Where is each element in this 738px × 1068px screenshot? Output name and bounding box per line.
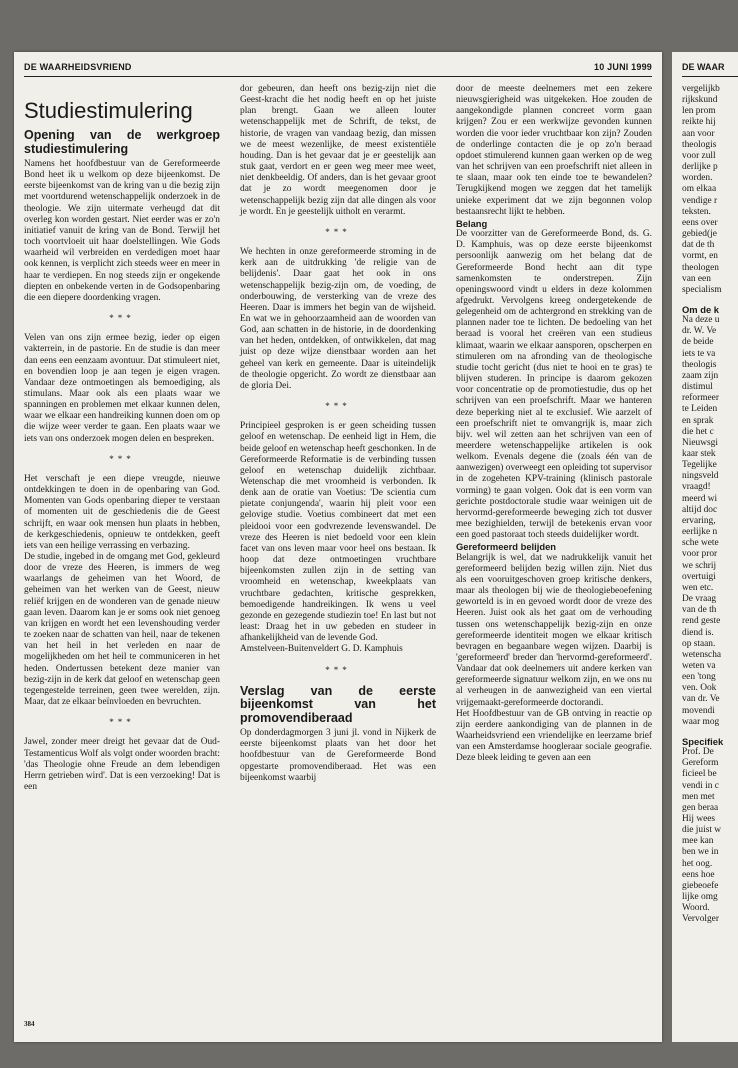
paragraph: dor gebeuren, dan heeft ons bezig-zijn niet die Geest-kracht die het nodig heeft en op het juiste plan brengt. Gaan we alleen louter wetenschappelijk met de Schrift, de tekst, de historie, de vragen van vandaag bezig, dan missen we de meest wezenlijke, de meest existentiële houding. Dan is het gevaar dat je er geestelijk aan stuk gaat, verdort en er geen weg meer mee weet, niet denkbeeldig. Of anders, dan is het gevaar groot dat je zo wordt meegenomen door je wetenschappelijk bezig zijn dat alle dingen als voor je wordt. En je geestelijk uitholt en verarmt. bbox=[240, 84, 436, 217]
next-page-line: die juist w bbox=[682, 825, 722, 836]
next-page-line: sche wete bbox=[682, 538, 719, 549]
next-page-line: Prof. De bbox=[682, 747, 714, 758]
paragraph: door de meeste deelnemers met een zekere nieuwsgierigheid was uitgekeken. Hoe zouden de aangekondigde plannen concreet vorm gaan krijgen? Zou er een werkwijze gevonden kunnen worden die voor ieder vruchtbaar kon zijn? Zouden de onderlinge contacten die je op zo'n beraad opdoet stimulerend kunnen gaan werken op de weg van het schrijven van een proefschrift niet alleen in te slaan, maar ook ten einde toe te bewandelen? Terugkijkend mogen we zeggen dat het tamelijk unieke experiment dat we zijn begonnen volop bestaansrecht lijkt te hebben. bbox=[456, 84, 652, 217]
section-divider: *** bbox=[325, 226, 351, 237]
article-subtitle: Opening van de werkgroep studiestimulering bbox=[24, 128, 220, 156]
next-page-line: reformeer bbox=[682, 393, 719, 404]
header-rule bbox=[24, 76, 652, 77]
section-divider: *** bbox=[109, 717, 135, 728]
paragraph: Het Hoofdbestuur van de GB ontving in reactie op zijn eerdere aankondiging van de plannen in de Waarheidsvriend een vriendelijke en leerzame brief van een Amsterdamse hoogleraar sociale geografie. Deze bleek leiding te geven aan een bbox=[456, 708, 652, 764]
next-page-line: die het c bbox=[682, 426, 714, 437]
next-page-line: van dr. Ve bbox=[682, 694, 720, 705]
next-page-line: eens hoe bbox=[682, 869, 715, 880]
page-number: 384 bbox=[24, 1020, 35, 1028]
next-page-line: vendi in c bbox=[682, 780, 719, 791]
next-page-line: vormt, en bbox=[682, 251, 718, 262]
next-page-line: van de th bbox=[682, 605, 717, 616]
next-page-line: distimul bbox=[682, 382, 713, 393]
section-divider: *** bbox=[325, 401, 351, 412]
next-page-line: voor zull bbox=[682, 150, 716, 161]
next-page-line: Na deze u bbox=[682, 315, 720, 326]
next-page-line: Tegelijke bbox=[682, 460, 717, 471]
next-page-line: eerlijke n bbox=[682, 527, 718, 538]
paragraph: Het verschaft je een diepe vreugde, nieuwe ontdekkingen te doen in de openbaring van God. Momenten van Gods openbaring dieper te verstaan of momenten uit de geschiedenis die de Geest schrijft, en waar ook mensen hun plaats in hebben, de kerkgeschiedenis, opnieuw te ontdekken, geeft iets van een heilige verrassing en verbazing. bbox=[24, 473, 220, 551]
next-page-line: ningsveld bbox=[682, 471, 719, 482]
paragraph: Velen van ons zijn ermee bezig, ieder op eigen vakterrein, in de pastorie. En de studie is dan meer dan eens een eenzaam avontuur. Dat stimuleert niet, en bovendien loop je aan tegen je eigen vragen. Vandaar deze ontmoetingen als bemoediging, als stimulans. Maar ook als een plaats waar we spanningen en problemen met elkaar kunnen delen, waar we elkaar een handreiking kunnen doen om op die wijze weer verder te gaan. Een plaats waar we iets van ons onderzoek mogen delen en bespreken. bbox=[24, 333, 220, 444]
newspaper-page bbox=[14, 52, 662, 1042]
next-page-line: theologis bbox=[682, 139, 717, 150]
next-page-line: derlijke p bbox=[682, 162, 718, 173]
next-page-line: voor pror bbox=[682, 549, 718, 560]
next-page-lines-b bbox=[682, 315, 738, 728]
running-header bbox=[24, 62, 652, 76]
next-page-line: en sprak bbox=[682, 415, 714, 426]
next-page-line: lijke omg bbox=[682, 892, 718, 903]
next-page-line: wen etc. bbox=[682, 582, 714, 593]
column-1 bbox=[24, 84, 220, 793]
next-page-line: Gereform bbox=[682, 758, 719, 769]
column-2 bbox=[240, 84, 436, 784]
paragraph: Principieel gesproken is er geen scheiding tussen geloof en wetenschap. De eenheid ligt in Hem, die beide geloof en wetenschap heeft geschonken. In de Gereformeerde Reformatie is de verbinding tussen geloof en wetenschap duidelijk zichtbaar. Wetenschap die met vroomheid is verbonden. Ik denk aan de oratie van Voetius: 'De scientia cum pietate conjungenda', waarin hij pleit voor een gelovige studie. Voetius combineert dat met een pleidooi voor een godvrezende levenswandel. De vreze des Heeren is niet bedoeld voor een klein facet van ons leven maar voor heel ons bestaan. Ik hoop dat deze ontmoetingen vruchtbare bijeenkomsten zullen zijn in de setting van vroomheid en wetenschap, kweekplaats van vruchtbare gedachten, kritische gesprekken, bemoedigende handreikingen. Ik wens u veel gezonde en gezegende studiezin toe! En last but not least: Draag het in uw gebeden en studeer in afhankelijkheid van de levende God. bbox=[240, 421, 436, 644]
next-page-line: Vervolger bbox=[682, 914, 719, 925]
paragraph: Op donderdagmorgen 3 juni jl. vond in Nijkerk de eerste bijeenkomst plaats van het door het hoofdbestuur van de Gereformeerde Bond opgestarte promovendiberaad. Het was een bijeenkomst waarbij bbox=[240, 728, 436, 783]
next-page-line: worden. bbox=[682, 173, 713, 184]
next-page-line: we schrij bbox=[682, 560, 717, 571]
next-page-line: movendi bbox=[682, 705, 715, 716]
next-page-line: Hij wees bbox=[682, 814, 716, 824]
next-page-line: reikte hij bbox=[682, 117, 716, 128]
next-page-lines-c bbox=[682, 747, 738, 926]
next-page-line: aan voor bbox=[682, 128, 715, 139]
section-divider: *** bbox=[325, 664, 351, 675]
publication-date: 10 JUNI 1999 bbox=[594, 62, 652, 72]
paragraph: Namens het hoofdbestuur van de Gereformeerde Bond heet ik u welkom op deze bijeenkomst. De eerste bijeenkomst van de kring van u die bezig zijn met voortdurend wetenschappelijk onderzoek in de theologie. We zijn uitermate verheugd dat dit overleg kon worden gestart. Niet eerder was er zo'n initiatief vanuit de kring van de Bond. Terwijl het toch voortvloeit uit haar doelstellingen. Wie Gods waarheid wil verbreiden en verdedigen moet haar ook kennen, is verplicht zich steeds weer en meer in haar te verdiepen. En nog steeds zijn er ongekende diepten en onbekende verten in de Godsopenbaring die een diepere doordenking vragen. bbox=[24, 159, 220, 303]
next-page-line: van een bbox=[682, 273, 711, 284]
next-page-line: op staan. bbox=[682, 638, 716, 649]
next-page-lines-a bbox=[682, 84, 738, 296]
next-page-line: gen beraa bbox=[682, 802, 719, 813]
next-page-line: len prom bbox=[682, 106, 716, 117]
next-page-line: ervaring, bbox=[682, 515, 716, 526]
section-divider: *** bbox=[109, 453, 135, 464]
second-article-title: Verslag van de eerste bijeenkomst van het promovendiberaad bbox=[240, 683, 436, 725]
next-page-line: gebied(je bbox=[682, 229, 717, 240]
next-page-edge bbox=[672, 52, 738, 1042]
column-3 bbox=[456, 84, 652, 765]
next-page-column bbox=[682, 84, 738, 926]
next-page-line: iets te va bbox=[682, 348, 716, 359]
section-heading-belijden: Gereformeerd belijden bbox=[456, 541, 557, 553]
next-page-line: overtuigi bbox=[682, 571, 716, 582]
article-title: Studiestimulering bbox=[24, 98, 193, 123]
next-page-line: theologis bbox=[682, 359, 717, 370]
next-page-line: mee kan bbox=[682, 836, 714, 847]
next-page-line: specialism bbox=[682, 284, 722, 295]
next-page-heading-c: Specifiek bbox=[682, 735, 724, 747]
next-page-line: zaam zijn bbox=[682, 370, 719, 381]
next-page-line: Woord. bbox=[682, 903, 710, 914]
paragraph: Jawel, zonder meer dreigt het gevaar dat de Oud-Testamenticus Wolf als volgt onder woorden bracht: 'das Theologie ohne Freude an dem lebendigen Herrn getrieben wird'. Dat is een verzoeking! Dat is een bbox=[24, 737, 220, 792]
next-page-line: kaar stek bbox=[682, 449, 716, 459]
next-page-line: Nieuwsgi bbox=[682, 437, 718, 448]
next-page-line: De vraag bbox=[682, 594, 717, 605]
next-page-line: waar mog bbox=[682, 716, 720, 727]
paragraph: Belangrijk is wel, dat we nadrukkelijk vanuit het gereformeerd belijden bezig willen zijn. Niet dus als een vooruitgeschoven groep kritische denkers, maar als theologen bij wie de theologiebeoefening geworteld is in en gevoed wordt door de vreze des Heeren. Juist ook als het gaat om de verhouding tussen ons wetenschappelijk bezig-zijn en onze gereformeerde identiteit mogen we elkaar kritisch bevragen en begaanbare wegen wijzen. Daarbij is 'gereformeerd' breder dan 'hervormd-gereformeerd'. Vandaar dat ook deelnemers uit andere kerken van gereformeerde signatuur welkom zijn, en we ons nu al verheugen in de aanwezigheid van een viertal vrijgemaakt-gereformeerde doctorandi. bbox=[456, 552, 652, 708]
next-page-line: eens over bbox=[682, 217, 718, 228]
next-page-line: wetenscha bbox=[682, 649, 722, 660]
next-page-line: meerd wi bbox=[682, 493, 718, 504]
next-page-header: DE WAAR bbox=[682, 62, 725, 72]
publication-name: DE WAARHEIDSVRIEND bbox=[24, 62, 132, 72]
paragraph: We hechten in onze gereformeerde stroming in de kerk aan de uitdrukking 'de religie van de belijdenis'. Daar gaat het ook in ons wetenschappelijk bezig-zijn om, de voeding, de onderbouwing, de versterking van de vreze des Heeren. Daar is immers het begin van de wijsheid. En wat we in gehoorzaamheid aan de woorden van God, aan schatten in de historie, in de doordenking van het heden, ontdekken, of ontwikkelen, dat mag juist op deze wijze dienstbaar worden aan het geheel van kerk en gemeente. Daar is uiteindelijk de theologie opgericht. Zo wordt ze dienstbaar aan de gloria Dei. bbox=[240, 247, 436, 391]
next-page-line: rend geste bbox=[682, 616, 721, 627]
next-page-line: de beide bbox=[682, 337, 714, 348]
next-page-line: een 'tong bbox=[682, 672, 716, 683]
next-page-line: giebeoefe bbox=[682, 880, 719, 891]
next-page-line: ven. Ook bbox=[682, 683, 717, 694]
next-page-line: vergelijkb bbox=[682, 84, 720, 94]
next-page-line: teksten. bbox=[682, 206, 711, 217]
section-divider: *** bbox=[109, 313, 135, 324]
next-page-line: vraagd! bbox=[682, 482, 711, 493]
next-page-line: diend is. bbox=[682, 627, 714, 638]
next-page-line: vendige r bbox=[682, 195, 718, 206]
next-page-line: rijkskund bbox=[682, 95, 718, 106]
next-page-heading-b: Om de k bbox=[682, 303, 719, 315]
author-signature: Amstelveen-Buitenveldert G. D. Kamphuis bbox=[240, 644, 403, 655]
next-page-line: dr. W. Ve bbox=[682, 326, 717, 337]
paragraph: De studie, ingebed in de omgang met God, gekleurd door de vreze des Heeren, is immers de weg waarlangs de geheimen van het Woord, de geheimen van het werken van de Geest, nieuw reliëf krijgen en de wonderen van de genade nieuw gaan leven. Daarom kan je er soms ook niet genoeg van krijgen en wordt het een levenshouding verder te zoeken naar de schatten van heil, naar de tekenen van het heil in het verleden en naar de mogelijkheden om het heil te communiceren in het heden. Ondertussen betekent deze manier van bezig-zijn in de kerk dat geloof en wetenschap geen tegengestelde terreinen, geen twee werelden, zijn. Maar, dat ze elkaar beïnvloeden en bevruchten. bbox=[24, 552, 220, 708]
next-page-line: ficieel be bbox=[682, 769, 717, 780]
next-page-line: te Leiden bbox=[682, 404, 718, 415]
paragraph: De voorzitter van de Gereformeerde Bond, ds. G. D. Kamphuis, was op deze eerste bijeenkomst persoonlijk aanwezig om het belang dat de Gereformeerde Bond hecht aan dit type samenkomsten te onderstrepen. Zijn openingswoord vindt u elders in deze kolommen afgedrukt. Vervolgens kreeg ondergetekende de gelegenheid om de achtergrond en strekking van de plannen nader toe te lichten. De bedoeling van het beraad is vooral het creëren van een studieus klimaat, waarin we elkaar aansporen, opscherpen en stimuleren om na afronding van de theologische studie tocht gericht (dus niet te hooi en te gras) te blijven studeren. In principe is daarom gekozen voor concentratie op de promotiestudie, dus op het schrijven van een proefschrift. Maar we hanteren deze beperking niet al te exclusief. Wie aarzelt of een proefschrift niet te omvangrijk is, maar zich bijv. wel wil zetten aan het schrijven van een of meerdere wetenschappelijke artikelen is ook welkom. Evenals degene die (zoals één van de aanwezigen) overweegt een opleiding tot supervisor in de zogeheten KPV-training (klinisch pastorale vorming) te gaan volgen. Ook dat is een vorm van gerichte postdoctorale studie waar weinigen uit de hervormd-gereformeerde beweging zich tot dusver mee bezighielden, terwijl de betekenis ervan voor een goed pastoraat toch steeds duidelijker wordt. bbox=[456, 229, 652, 541]
section-heading-belang: Belang bbox=[456, 217, 488, 229]
next-page-line: ben we in bbox=[682, 847, 719, 858]
next-page-line: het oog. bbox=[682, 858, 713, 869]
next-page-line: weten va bbox=[682, 660, 716, 671]
next-page-line: om elkaa bbox=[682, 184, 717, 195]
next-page-header-rule bbox=[682, 76, 738, 77]
next-page-line: theologen bbox=[682, 262, 719, 273]
next-page-line: men met bbox=[682, 791, 715, 802]
next-page-line: altijd doc bbox=[682, 504, 718, 515]
next-page-line: dat de th bbox=[682, 240, 715, 251]
